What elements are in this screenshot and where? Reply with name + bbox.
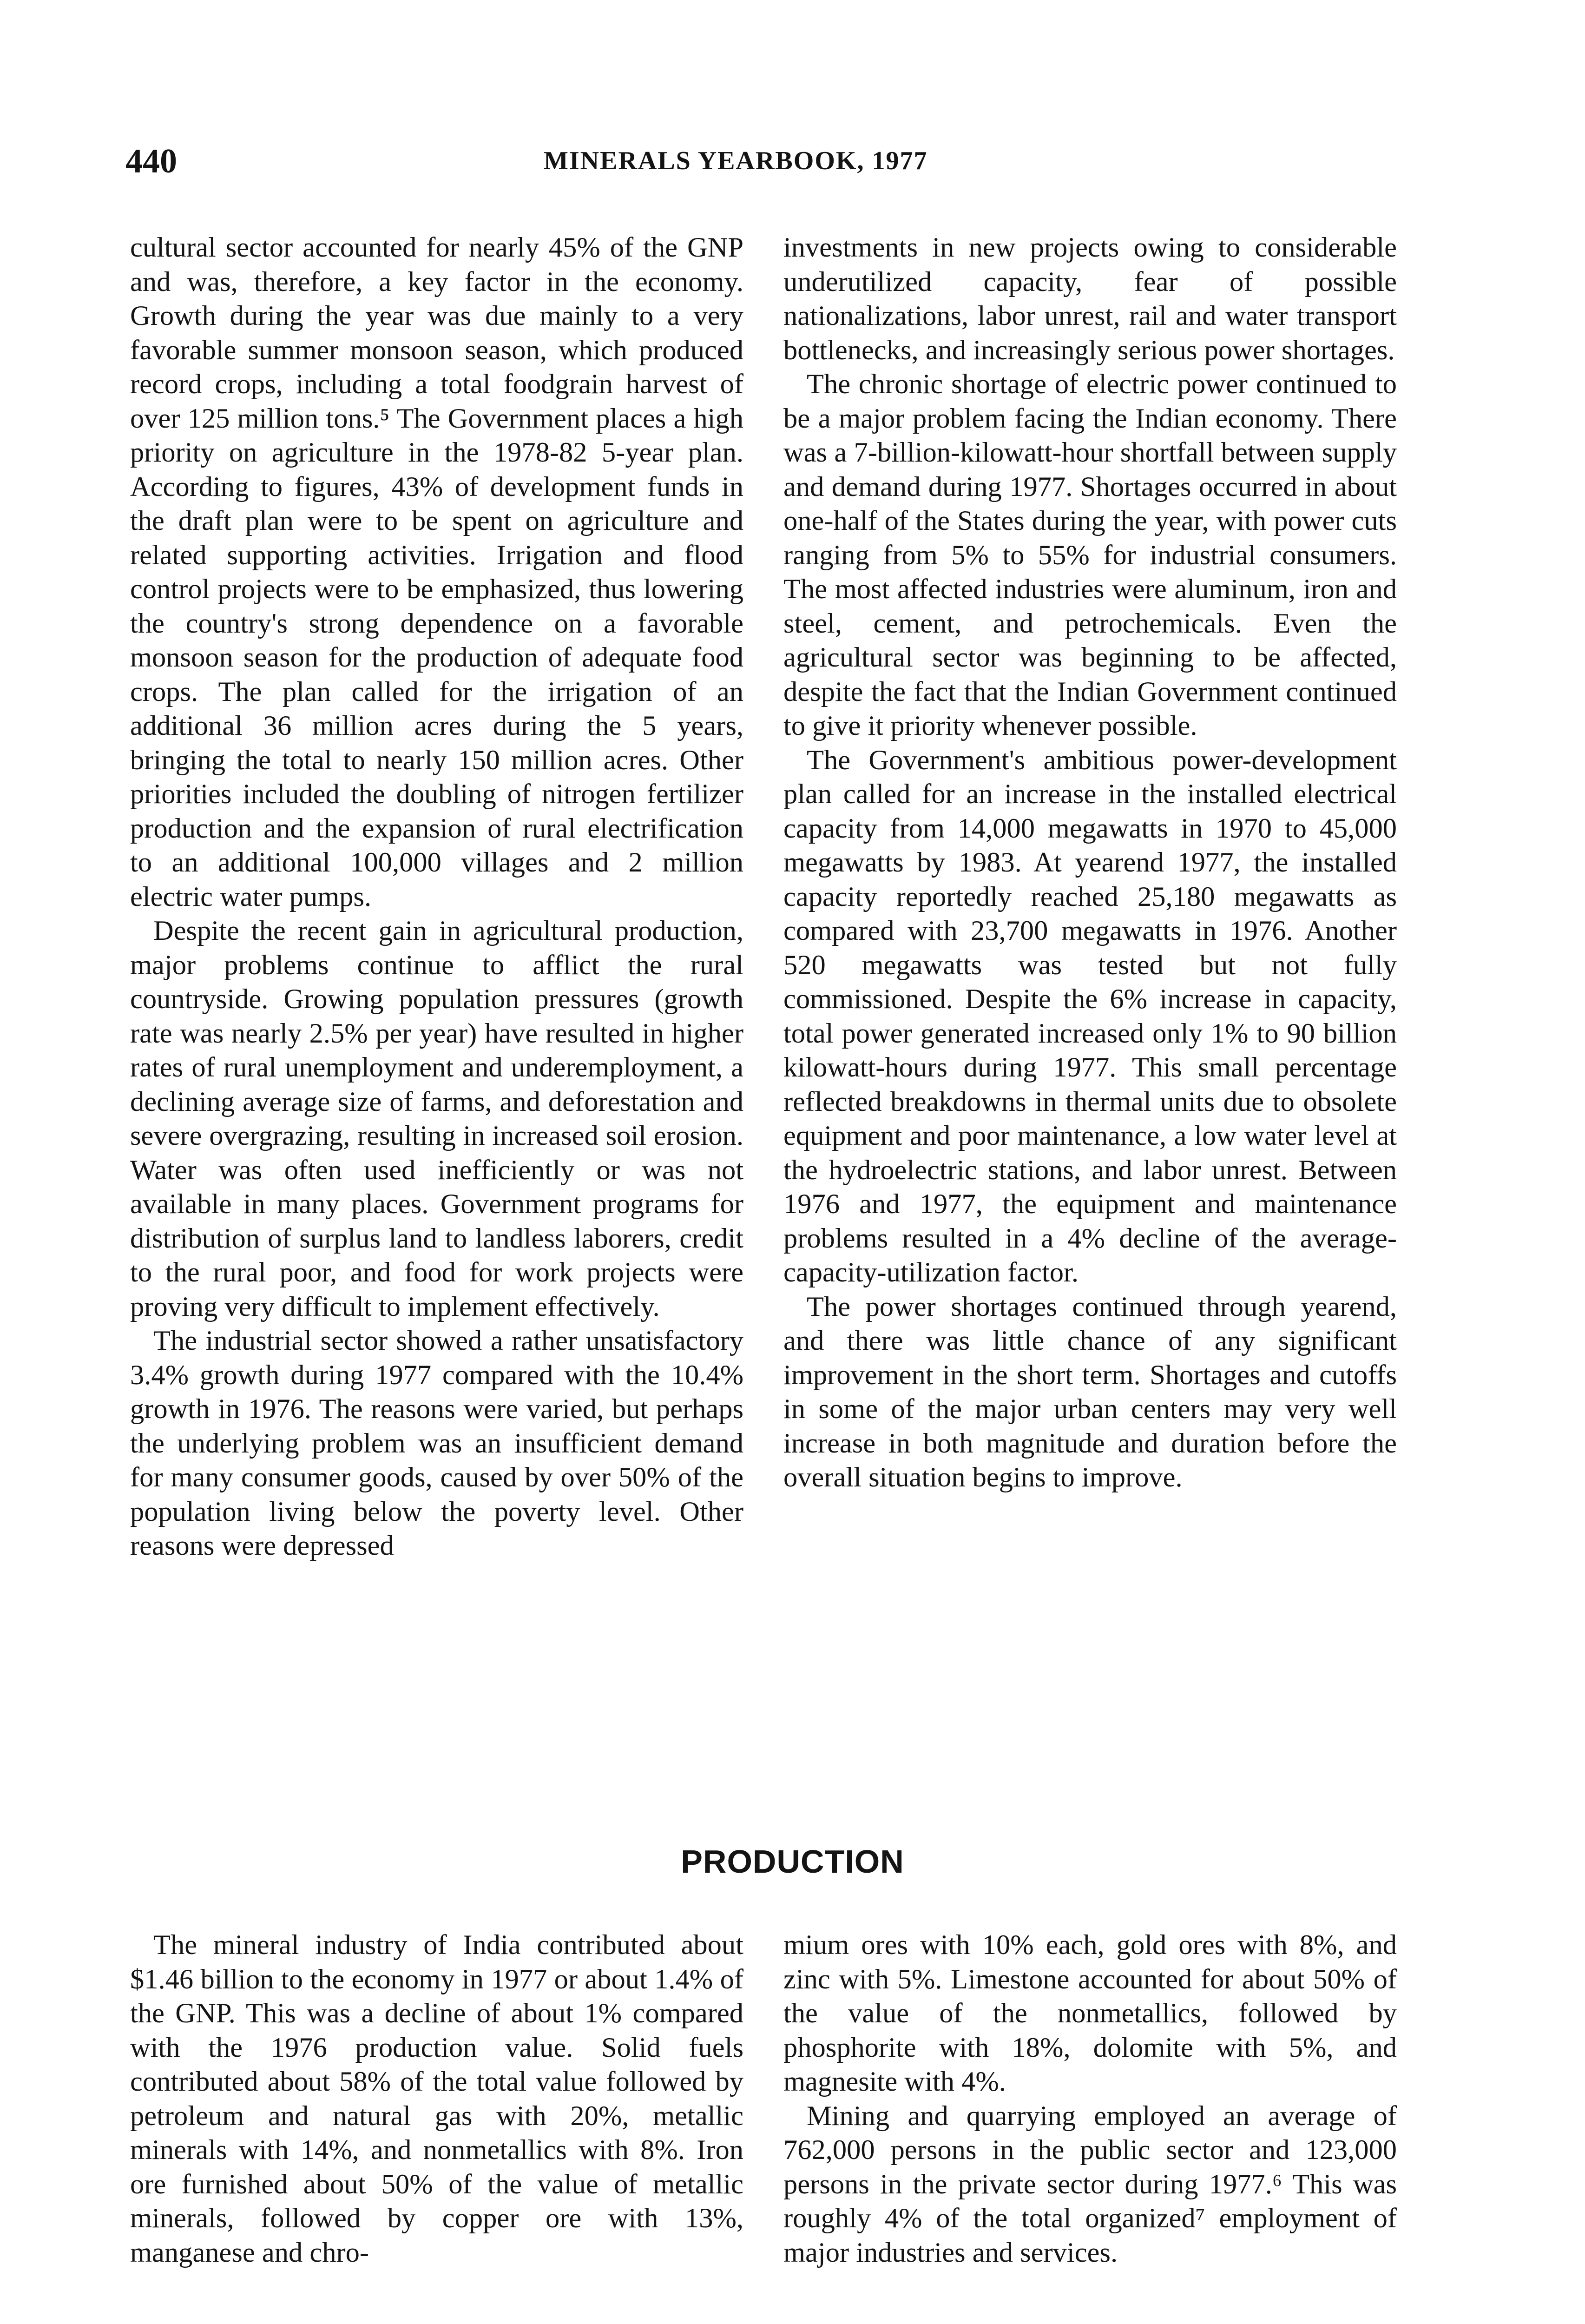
paragraph: The industrial sector showed a rather unsatisfactory 3.4% growth during 1977 compared with the 10.4% growth in 1976. The reasons were varied, but perhaps the underlying problem was an insufficient demand for many consumer goods, caused by over 50% of the population living below the poverty level. Other reasons were depressed	[130, 1325, 743, 1561]
bottom-left-column	[130, 1928, 743, 2270]
paragraph: The Government's ambitious power-development plan called for an increase in the installed electrical capacity from 14,000 megawatts in 1970 to 45,000 megawatts by 1983. At yearend 1977, the installed capacity reportedly reached 25,180 megawatts as compared with 23,700 megawatts in 1976. Another 520 megawatts was tested but not fully commissioned. Despite the 6% increase in capacity, total power generated increased only 1% to 90 billion kilowatt-hours during 1977. This small percentage reflected breakdowns in thermal units due to obsolete equipment and poor maintenance, a low water level at the hydroelectric stations, and labor unrest. Between 1976 and 1977, the equipment and maintenance problems resulted in a 4% decline of the average-capacity-utilization factor.	[783, 744, 1397, 1288]
paragraph: Mining and quarrying employed an average of 762,000 persons in the public sector and 123,000 persons in the private sector during 1977.⁶ This was roughly 4% of the total organized⁷ employment of major industries and services.	[783, 2100, 1397, 2268]
paragraph: Despite the recent gain in agricultural production, major problems continue to afflict the rural countryside. Growing population pressures (growth rate was nearly 2.5% per year) have resulted in higher rates of rural unemployment and underemployment, a declining average size of farms, and deforestation and severe overgrazing, resulting in increased soil erosion. Water was often used inefficiently or was not available in many places. Government programs for distribution of surplus land to landless laborers, credit to the rural poor, and food for work projects were proving very difficult to implement effectively.	[130, 915, 743, 1322]
running-head: MINERALS YEARBOOK, 1977	[544, 146, 928, 175]
page-number: 440	[125, 142, 177, 180]
paragraph: The power shortages continued through yearend, and there was little chance of any significant improvement in the short term. Shortages and cutoffs in some of the major urban centers may very well increase in both magnitude and duration before the overall situation begins to improve.	[783, 1291, 1397, 1493]
top-left-column	[130, 231, 743, 1563]
paragraph: mium ores with 10% each, gold ores with 8%, and zinc with 5%. Limestone accounted for about 50% of the value of the nonmetallics, followed by phosphorite with 18%, dolomite with 5%, and magnesite with 4%.	[783, 1929, 1397, 2097]
paragraph: The mineral industry of India contributed about $1.46 billion to the economy in 1977 or about 1.4% of the GNP. This was a decline of about 1% compared with the 1976 production value. Solid fuels contributed about 58% of the total value followed by petroleum and natural gas with 20%, metallic minerals with 14%, and nonmetallics with 8%. Iron ore furnished about 50% of the value of metallic minerals, followed by copper ore with 13%, manganese and chro-	[130, 1929, 743, 2268]
top-right-column	[783, 231, 1397, 1495]
paragraph: The chronic shortage of electric power continued to be a major problem facing the Indian economy. There was a 7-billion-kilowatt-hour shortfall between supply and demand during 1977. Shortages occurred in about one-half of the States during the year, with power cuts ranging from 5% to 55% for industrial consumers. The most affected industries were aluminum, iron and steel, cement, and petrochemicals. Even the agricultural sector was beginning to be affected, despite the fact that the Indian Government continued to give it priority whenever possible.	[783, 369, 1397, 741]
section-heading: PRODUCTION	[681, 1843, 904, 1880]
paragraph: investments in new projects owing to considerable underutilized capacity, fear of possible nationalizations, labor unrest, rail and water transport bottlenecks, and increasingly serious power shortages.	[783, 232, 1397, 366]
paragraph: cultural sector accounted for nearly 45% of the GNP and was, therefore, a key factor in the economy. Growth during the year was due mainly to a very favorable summer monsoon season, which produced record crops, including a total foodgrain harvest of over 125 million tons.⁵ The Government places a high priority on agriculture in the 1978-82 5-year plan. According to figures, 43% of development funds in the draft plan were to be spent on agriculture and related supporting activities. Irrigation and flood control projects were to be emphasized, thus lowering the country's strong dependence on a favorable monsoon season for the production of adequate food crops. The plan called for the irrigation of an additional 36 million acres during the 5 years, bringing the total to nearly 150 million acres. Other priorities included the doubling of nitrogen fertilizer production and the expansion of rural electrification to an additional 100,000 villages and 2 million electric water pumps.	[130, 232, 743, 912]
bottom-right-column	[783, 1928, 1397, 2270]
